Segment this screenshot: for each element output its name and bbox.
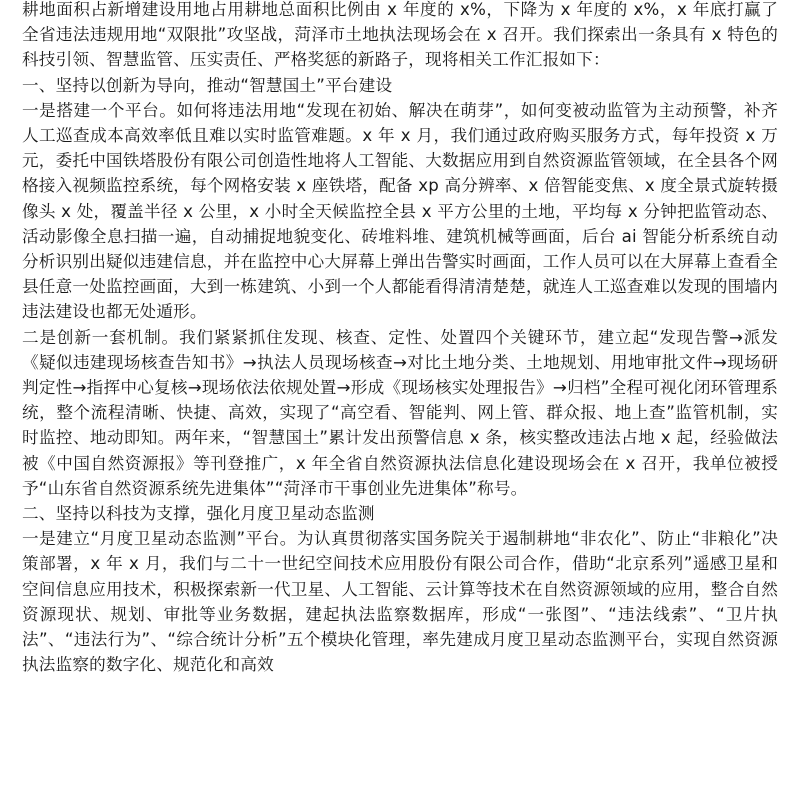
- section-heading-1: 一、坚持以创新为导向，推动“智慧国土”平台建设: [22, 75, 393, 95]
- paragraph-platform: 一是搭建一个平台。如何将违法用地“发现在初始、解决在萌芽”，如何变被动监管为主动预警，补齐人工巡查成本高效率低且难以实时监管难题。x 年 x 月，我们通过政府购买服务方式，每年投资 x 万元，委托中国铁塔股份有限公司创造性地将人工智能、大数据应用到自然资源监管领域，在全县各个网格接入视频监控系统，每个网格安装 x 座铁塔，配备 xp 高分辨率、x 倍智能变焦、x 度全景式旋转摄像头 x 处，覆盖半径 x 公里，x 小时全天候监控全县 x 平方公里的土地，平均每 x 分钟把监管动态、活动影像全息扫描一遍，自动捕捉地貌变化、砖堆料堆、建筑机械等画面，后台 ai 智能分析系统自动分析识别出疑似违建信息，并在监控中心大屏幕上弹出告警实时画面，工作人员可以在大屏幕上查看全县任意一处监控画面，大到一栋建筑、小到一个人都能看得清清楚楚，就连人工巡查难以发现的围墙内违法建设也都无处遁形。: [22, 100, 778, 322]
- intro-paragraph: 耕地面积占新增建设用地占用耕地总面积比例由 x 年度的 x%，下降为 x 年度的 x%，x 年底打赢了全省违法违规用地“双限批”攻坚战，菏泽市土地执法现场会在 x 召开。我们探索出一条具有 x 特色的科技引领、智慧监管、压实责任、严格奖惩的新路子，现将相关工作汇报如下：: [22, 0, 778, 70]
- paragraph-mechanism: 二是创新一套机制。我们紧紧抓住发现、核查、定性、处置四个关键环节，建立起“发现告警→派发《疑似违建现场核查告知书》→执法人员现场核查→对比土地分类、土地规划、用地审批文件→现场研判定性→指挥中心复核→现场依法依规处置→形成《现场核实处理报告》→归档”全程可视化闭环管理系统，整个流程清晰、快捷、高效，实现了“高空看、智能判、网上管、群众报、地上查”监管机制，实时监控、地动即知。两年来，“智慧国土”累计发出预警信息 x 条，核实整改违法占地 x 起，经验做法被《中国自然资源报》等刊登推广，x 年全省自然资源执法信息化建设现场会在 x 召开，我单位被授予“山东省自然资源系统先进集体”“菏泽市干事创业先进集体”称号。: [22, 327, 778, 498]
- paragraph-satellite: 一是建立“月度卫星动态监测”平台。为认真贯彻落实国务院关于遏制耕地“非农化”、防止“非粮化”决策部署，x 年 x 月，我们与二十一世纪空间技术应用股份有限公司合作，借助“北京系列”遥感卫星和空间信息应用技术，积极探索新一代卫星、人工智能、云计算等技术在自然资源领域的应用，整合自然资源现状、规划、审批等业务数据，建起执法监察数据库，形成“一张图”、“违法线索”、“卫片执法”、“违法行为”、“综合统计分析”五个模块化管理，率先建成月度卫星动态监测平台，实现自然资源执法监察的数字化、规范化和高效: [22, 529, 778, 675]
- section-heading-2: 二、坚持以科技为支撑，强化月度卫星动态监测: [22, 504, 375, 524]
